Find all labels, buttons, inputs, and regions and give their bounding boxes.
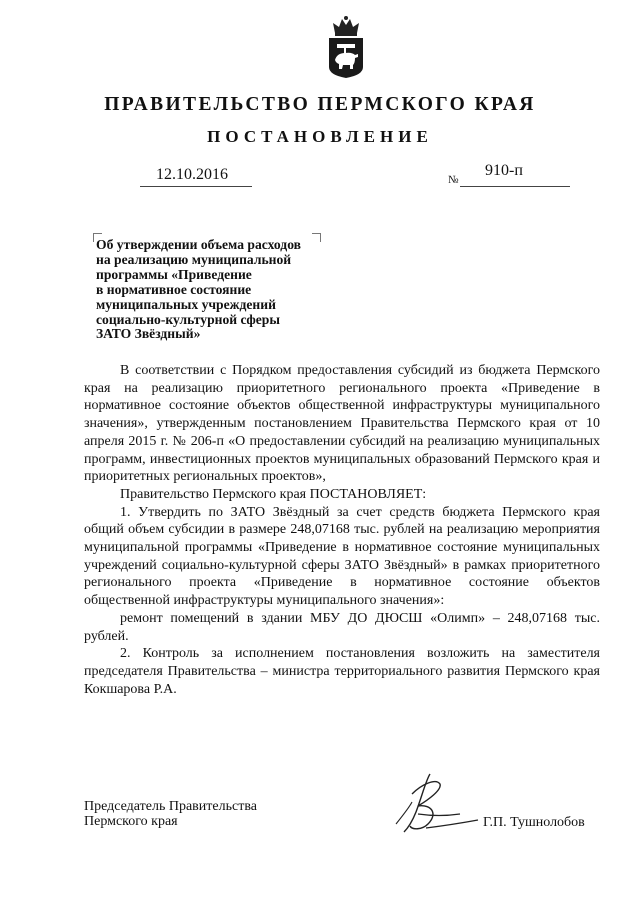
- subject-line: ЗАТО Звёздный»: [96, 326, 201, 342]
- document-date: 12.10.2016: [156, 166, 228, 183]
- signatory-name: Г.П. Тушнолобов: [483, 815, 585, 830]
- subject-line: социально-культурной сферы: [96, 311, 280, 327]
- government-title: ПРАВИТЕЛЬСТВО ПЕРМСКОГО КРАЯ: [104, 94, 536, 115]
- subject-line: в нормативное состояние: [96, 281, 252, 297]
- body-paragraph: 2. Контроль за исполнением постановления возложить на заместителя председателя Правительства – министра территориального развития Пермского края Кокшарова Р.А.: [84, 646, 600, 697]
- number-sign: №: [448, 174, 459, 186]
- coat-of-arms-emblem: [326, 15, 366, 79]
- signatory-title-line: Председатель Правительства: [84, 799, 257, 814]
- number-underline: [460, 186, 570, 187]
- signatory-title-line: Пермского края: [84, 814, 178, 829]
- document-type: ПОСТАНОВЛЕНИЕ: [207, 127, 433, 146]
- subject-line: программы «Приведение: [96, 266, 252, 282]
- subject-line: Об утверждении объема расходов: [96, 237, 301, 252]
- subject-line: на реализацию муниципальной: [96, 251, 292, 267]
- date-underline: [140, 186, 252, 187]
- handwritten-signature: [382, 770, 482, 840]
- body-paragraph: В соответствии с Порядком предоставления субсидий из бюджета Пермского края на реализацию приоритетного регионального проекта «Приведение в нормативное состояние объектов общественной инфраструктуры муниципального значения», утвержденным постановлением Правительства Пермского края от 10 апреля 2015 г. № 206-п «О предоставлении субсидий на реализацию муниципальных программ, инвестиционных проектов муниципальных образований Пермского края и приоритетных региональных проектов»,: [84, 363, 600, 485]
- body-paragraph: 1. Утвердить по ЗАТО Звёздный за счет средств бюджета Пермского края общий объем субсидии в размере 248,07168 тыс. рублей на реализацию мероприятия муниципальной программы «Приведение в нормативное состояние муниципальных учреждений социально-культурной сферы ЗАТО Звёздный» в рамках приоритетного регионального проекта «Приведение в нормативное состояние объектов общественной инфраструктуры муниципального значения»:: [84, 504, 600, 609]
- document-number: 910-п: [485, 162, 523, 179]
- body-paragraph: Правительство Пермского края ПОСТАНОВЛЯЕТ:: [120, 486, 427, 502]
- document-subject: [96, 238, 336, 342]
- document-body: [84, 362, 600, 698]
- signatory-title: [84, 799, 257, 829]
- body-paragraph: ремонт помещений в здании МБУ ДО ДЮСШ «Олимп» – 248,07168 тыс. рублей.: [84, 610, 600, 644]
- subject-line: муниципальных учреждений: [96, 296, 276, 312]
